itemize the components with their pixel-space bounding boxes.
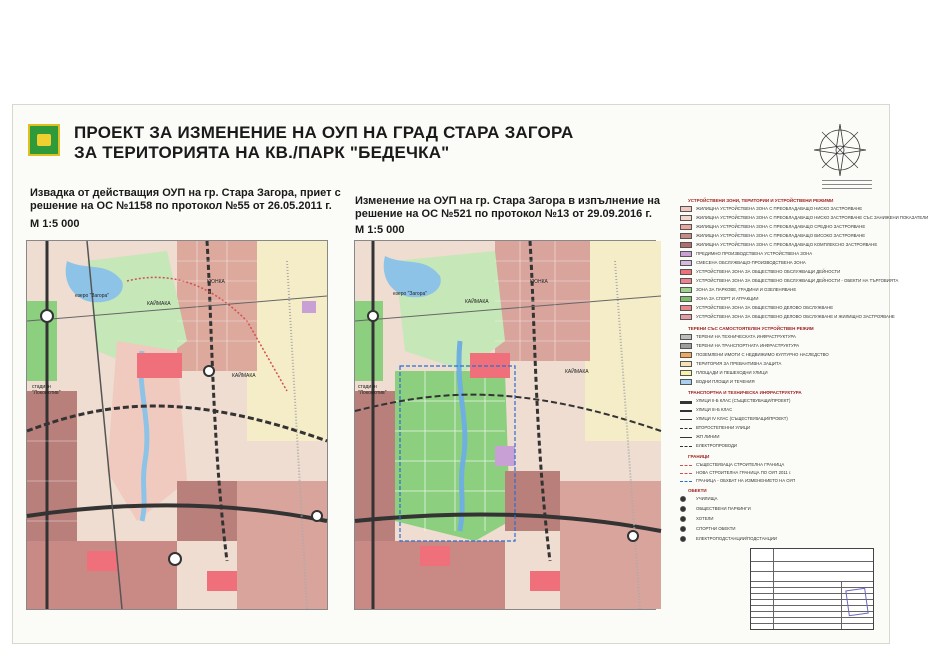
legend-item-label: ПРЕДИМНО ПРОИЗВОДСТВЕНА УСТРОЙСТВЕНА ЗОНА: [696, 251, 813, 256]
right-caption-1: Изменение на ОУП на гр. Стара Загора в изпълнение на: [355, 195, 661, 207]
left-scale: М 1:5 000: [30, 218, 80, 230]
legend-item: [680, 462, 870, 469]
legend-section-objects: ОБЕКТИ: [688, 488, 707, 493]
legend-swatch: [680, 233, 692, 239]
legend-item-label: ХОТЕЛИ: [696, 516, 714, 521]
legend-swatch: [680, 314, 692, 320]
legend-item-label: ТЕРЕНИ НА ТЕХНИЧЕСКАТА ИНФРАСТРУКТУРА: [696, 334, 796, 339]
legend-item: [680, 269, 870, 276]
legend-item-label: НОВА СТРОИТЕЛНА ГРАНИЦА ПО ОУП 2011 г.: [696, 470, 792, 475]
legend-item: [680, 343, 870, 350]
legend-swatch: [680, 334, 692, 340]
legend-item: [680, 224, 870, 231]
legend-item-label: ЖИЛИЩНА УСТРОЙСТВЕНА ЗОНА С ПРЕОБЛАДАВАЩО НИСКО ЗАСТРОЯВАНЕ: [696, 206, 863, 211]
left-label-kaymaka-2: КАЙМАКА: [232, 373, 256, 379]
legend-item: [680, 536, 870, 543]
legend-item: [680, 260, 870, 267]
legend-item: [680, 443, 870, 450]
legend-item-label: ТЕРЕНИ НА ТРАНСПОРТНАТА ИНФРАСТРУКТУРА: [696, 343, 800, 348]
legend-swatch: [680, 206, 692, 212]
right-label-kaymaka-2: КАЙМАКА: [565, 369, 589, 375]
legend-swatch: [680, 361, 692, 367]
legend-item: [680, 305, 870, 312]
title-line-2: ЗА ТЕРИТОРИЯТА НА КВ./ПАРК "БЕДЕЧКА": [74, 143, 450, 162]
left-caption-2: решение на ОС №1158 по протокол №55 от 26.05.2011 г.: [30, 200, 332, 212]
legend-swatch: [680, 506, 686, 512]
legend-item-label: ПЛОЩАДИ И ПЕШЕХОДНИ УЛИЦИ: [696, 370, 768, 375]
legend-swatch: [680, 269, 692, 275]
legend-swatch: [680, 343, 692, 349]
legend-swatch: [680, 379, 692, 385]
legend-item-label: СПОРТНИ ОБЕКТИ: [696, 526, 736, 531]
legend-item: [680, 296, 870, 303]
legend-swatch: [680, 473, 692, 474]
legend-item: [680, 506, 870, 513]
legend-section-transport: ТРАНСПОРТНА И ТЕХНИЧЕСКА ИНФРАСТРУКТУРА: [688, 390, 802, 395]
legend-swatch: [680, 428, 692, 429]
legend-item: [680, 278, 899, 285]
legend-item-label: УЛИЦИ II-Б КЛАС (СЪЩЕСТВУВАЩИ/ПРОЕКТ): [696, 398, 791, 403]
legend-item-label: УЛИЦИ IV КЛАС (СЪЩЕСТВУВАЩИ/ПРОЕКТ): [696, 416, 788, 421]
legend-swatch: [680, 496, 686, 502]
right-label-kyonka: КЮНКА: [530, 279, 548, 285]
right-map: [354, 240, 656, 610]
legend-item: [680, 379, 870, 386]
left-label-lake: езеро "Загора": [75, 293, 110, 299]
legend-item: [680, 206, 870, 213]
north-note: [822, 178, 882, 198]
legend-swatch: [680, 526, 686, 532]
legend-swatch: [680, 419, 692, 420]
legend-item-label: ЖИЛИЩНА УСТРОЙСТВЕНА ЗОНА С ПРЕОБЛАДАВАЩО ВИСОКО ЗАСТРОЯВАНЕ: [696, 233, 866, 238]
legend-swatch: [680, 242, 692, 248]
legend-item-label: СЪЩЕСТВУВАЩА СТРОИТЕЛНА ГРАНИЦА: [696, 462, 785, 467]
legend-item: [680, 470, 870, 477]
legend-swatch: [680, 410, 692, 412]
right-label-kaymaka: КАЙМАКА: [465, 299, 489, 305]
legend-swatch: [680, 260, 692, 266]
legend-item: [680, 416, 870, 423]
right-label-lake: езеро "Загора": [393, 291, 428, 297]
stamp-mark: [845, 588, 868, 617]
right-label-stadium: стадион "Локомотив": [358, 384, 387, 396]
legend: [680, 198, 928, 558]
legend-item: [680, 233, 870, 240]
legend-item-label: ЗОНА ЗА СПОРТ И АТРАКЦИИ: [696, 296, 759, 301]
legend-item-label: ТЕРИТОРИЯ ЗА ПРЕВАНТИВНА ЗАЩИТА: [696, 361, 782, 366]
legend-item-label: ЕЛЕКТРОПРОВОДИ: [696, 443, 737, 448]
legend-swatch: [680, 296, 692, 302]
north-arrow-icon: [810, 120, 870, 180]
legend-item-label: ОБЩЕСТВЕНИ ПАРКИНГИ: [696, 506, 751, 511]
legend-swatch: [680, 287, 692, 293]
stara-zagora-coat-of-arms: [28, 124, 60, 156]
right-caption-2: решение на ОС №521 по протокол №13 от 29.09.2016 г.: [355, 208, 652, 220]
legend-swatch: [680, 352, 692, 358]
legend-item-label: ЖИЛИЩНА УСТРОЙСТВЕНА ЗОНА С ПРЕОБЛАДАВАЩО СРЕДНО ЗАСТРОЯВАНЕ: [696, 224, 866, 229]
legend-item-label: ЖИЛИЩНА УСТРОЙСТВЕНА ЗОНА С ПРЕОБЛАДАВАЩО КОМПЛЕКСНО ЗАСТРОЯВАНЕ: [696, 242, 878, 247]
left-map: [26, 240, 328, 610]
legend-item-label: ЖИЛИЩНА УСТРОЙСТВЕНА ЗОНА С ПРЕОБЛАДАВАЩО НИСКО ЗАСТРОЯВАНЕ СЪС ЗАНИЖЕНИ ПОКАЗАТЕЛИ: [696, 215, 928, 220]
legend-section-zones: УСТРОЙСТВЕНИ ЗОНИ, ТЕРИТОРИИ И УСТРОЙСТВЕНИ РЕЖИМИ: [688, 198, 834, 203]
legend-item: [680, 434, 870, 441]
legend-swatch: [680, 251, 692, 257]
legend-swatch: [680, 446, 692, 447]
residential-north: [177, 241, 257, 371]
legend-item-label: ВОДНИ ПЛОЩИ И ТЕЧЕНИЯ: [696, 379, 755, 384]
legend-item: [680, 287, 870, 294]
left-label-kaymaka: КАЙМАКА: [147, 301, 171, 307]
legend-swatch: [680, 215, 692, 221]
legend-item-label: ЗОНА ЗА ПАРКОВЕ, ГРАДИНИ И ОЗЕЛЕНЯВАНЕ: [696, 287, 797, 292]
legend-item: [680, 425, 870, 432]
legend-item-label: СМЕСЕНА ОБСЛУЖВАЩО-ПРОИЗВОДСТВЕНА ЗОНА: [696, 260, 806, 265]
legend-item: [680, 215, 928, 222]
legend-item-label: УСТРОЙСТВЕНА ЗОНА ЗА ОБЩЕСТВЕНО ОБСЛУЖВАЩИ ДЕЙНОСТИ - ОБЕКТИ НА ТЪРГОВИЯТА: [696, 278, 899, 283]
legend-swatch: [680, 437, 692, 438]
left-caption-1: Извадка от действащия ОУП на гр. Стара Загора, приет с: [30, 187, 341, 199]
legend-item: [680, 398, 870, 405]
legend-item-label: УСТРОЙСТВЕНА ЗОНА ЗА ОБЩЕСТВЕНО ДЕЛОВО ОБСЛУЖВАНЕ: [696, 305, 834, 310]
left-map-svg: [27, 241, 327, 609]
legend-item-label: ПОЗЕМЛЕНИ ИМОТИ С НЕДВИЖИМО КУЛТУРНО НАСЛЕДСТВО: [696, 352, 829, 357]
legend-item: [680, 496, 870, 503]
residential-south: [177, 481, 237, 541]
legend-item-label: УЧИЛИЩА: [696, 496, 718, 501]
legend-swatch: [680, 536, 686, 542]
legend-item: [680, 407, 870, 414]
legend-item: [680, 314, 895, 321]
legend-item-label: ВТОРОСТЕПЕННИ УЛИЦИ: [696, 425, 751, 430]
left-label-kyonka: КЮНКА: [207, 279, 225, 285]
legend-section-borders: ГРАНИЦИ: [688, 454, 710, 459]
legend-item: [680, 526, 870, 533]
left-label-stadium: стадион "Локомотив": [32, 384, 61, 396]
legend-swatch: [680, 465, 692, 466]
legend-item: [680, 516, 870, 523]
legend-swatch: [680, 370, 692, 376]
legend-item-label: УЛИЦИ III-Б КЛАС: [696, 407, 733, 412]
legend-item: [680, 478, 870, 485]
legend-item-label: ЖП ЛИНИИ: [696, 434, 720, 439]
legend-swatch: [680, 305, 692, 311]
legend-section-special: ТЕРЕНИ СЪС САМОСТОЯТЕЛЕН УСТРОЙСТВЕН РЕЖИМ: [688, 326, 814, 331]
legend-item: [680, 242, 878, 249]
legend-swatch: [680, 481, 692, 482]
right-scale: М 1:5 000: [355, 224, 405, 236]
legend-swatch: [680, 516, 686, 522]
legend-item: [680, 361, 870, 368]
legend-item-label: ЕЛЕКТРОПОДСТАНЦИИ/ПОДСТАНЦИИ: [696, 536, 778, 541]
services-block: [137, 353, 182, 378]
legend-item-label: УСТРОЙСТВЕНА ЗОНА ЗА ОБЩЕСТВЕНО ОБСЛУЖВАЩИ ДЕЙНОСТИ: [696, 269, 841, 274]
legend-item-label: УСТРОЙСТВЕНА ЗОНА ЗА ОБЩЕСТВЕНО ДЕЛОВО ОБСЛУЖВАНЕ И ЖИЛИЩНО ЗАСТРОЯВАНЕ: [696, 314, 895, 319]
legend-swatch: [680, 278, 692, 284]
legend-item: [680, 370, 870, 377]
legend-swatch: [680, 224, 692, 230]
legend-item: [680, 352, 870, 359]
legend-item: [680, 251, 870, 258]
legend-item-label: ГРАНИЦА - ОБХВАТ НА ИЗМЕНЕНИЕТО НА ОУП: [696, 478, 796, 483]
title-line-1: ПРОЕКТ ЗА ИЗМЕНЕНИЕ НА ОУП НА ГРАД СТАРА ЗАГОРА: [74, 123, 574, 142]
title-block: [750, 548, 874, 630]
legend-swatch: [680, 401, 692, 404]
legend-item: [680, 334, 870, 341]
